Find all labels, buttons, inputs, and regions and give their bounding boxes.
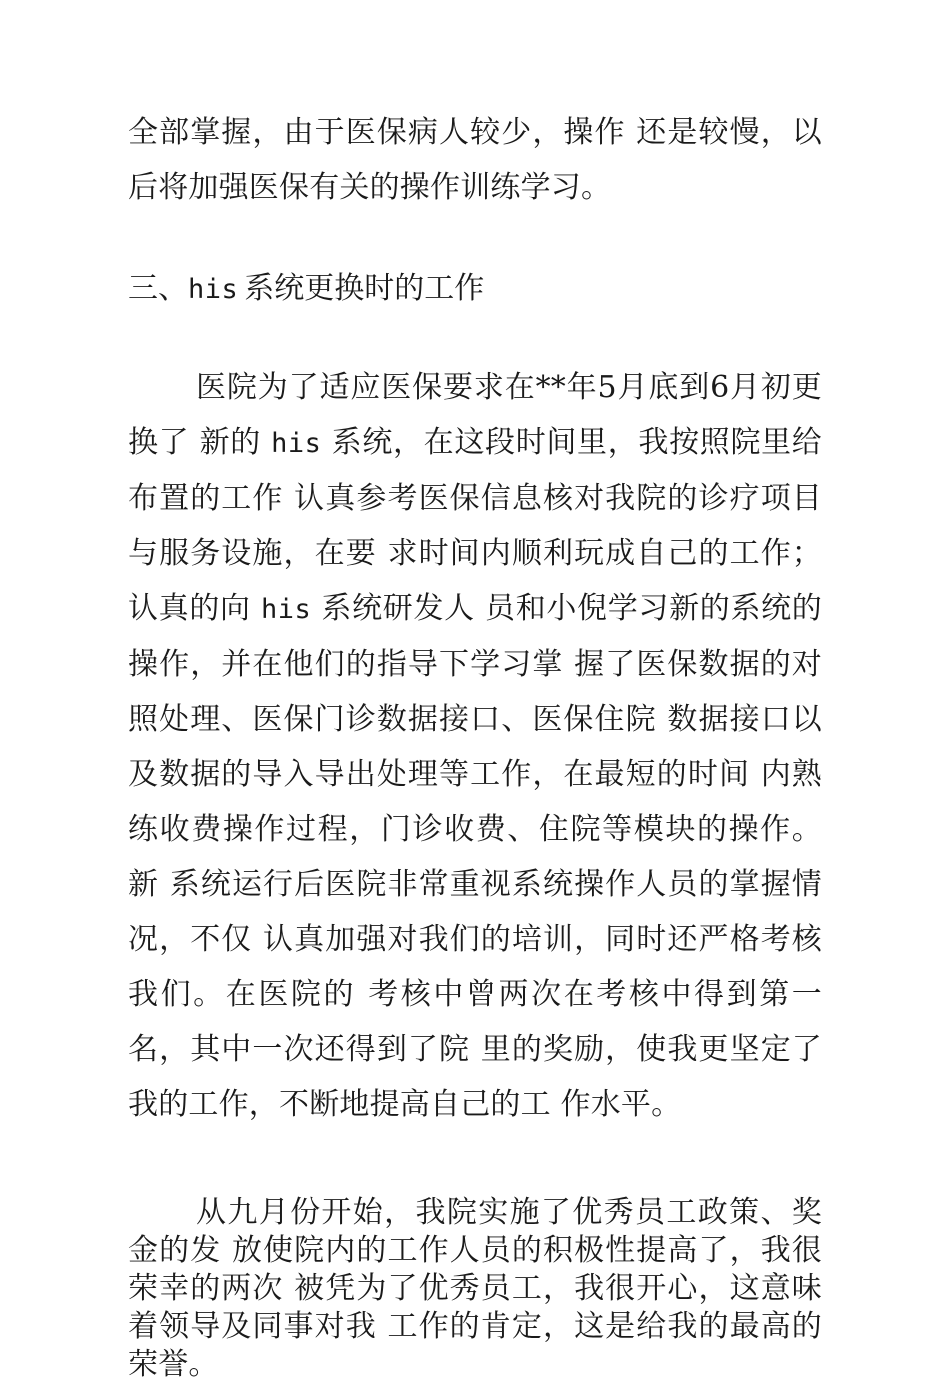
document-text-column xyxy=(128,0,822,1384)
paragraph-continued: 全部掌握，由于医保病人较少，操作 还是较慢，以后将加强医保有关的操作训练学习。 xyxy=(128,115,822,205)
paragraph-his-system xyxy=(128,360,822,1132)
paragraph-segment-3: 系统研发人 员和小倪学习新的系统的操作，并在他们的指导下学习掌 握了医保数据的对照处理、医保门诊数据接口、医保住院 数据接口以及数据的导入导出处理等工作，在最短的时间 内熟练收费操作过程，门诊收费、住院等模块的操作。新 系统运行后医院非常重视系统操作人员的掌握情况，不仅 认真加强对我们的培训，同时还严格考核我们。在医院的 考核中曾两次在考核中得到第一名，其中一次还得到了院 里的奖励，使我更坚定了我的工作，不断地提高自己的工 作水平。 xyxy=(128,591,823,1122)
heading-text: 系统更换时的工作 xyxy=(244,271,485,306)
paragraph-segment-1: 医院为了适应医保要求在**年5月底到6月初更换了 新的 xyxy=(128,370,822,460)
heading-number: 三、 xyxy=(128,271,188,306)
inline-latin-his-1: his xyxy=(271,428,322,459)
heading-latin-his: his xyxy=(188,274,239,305)
paragraph-segment-2: 系统，在这段时间里，我按照院里给布置的工作 认真参考医保信息核对我院的诊疗项目与服务设施，在要 求时间内顺利玩成自己的工作；认真的向 xyxy=(128,425,822,626)
inline-latin-his-2: his xyxy=(260,594,312,625)
section-heading-three xyxy=(128,267,822,312)
paragraph-september: 从九月份开始，我院实施了优秀员工政策、奖金的发 放使院内的工作人员的积极性提高了，我很荣幸的两次 被凭为了优秀员工，我很开心，这意味着领导及同事对我 工作的肯定，这是给我的最高的荣誉。 xyxy=(128,1195,822,1382)
